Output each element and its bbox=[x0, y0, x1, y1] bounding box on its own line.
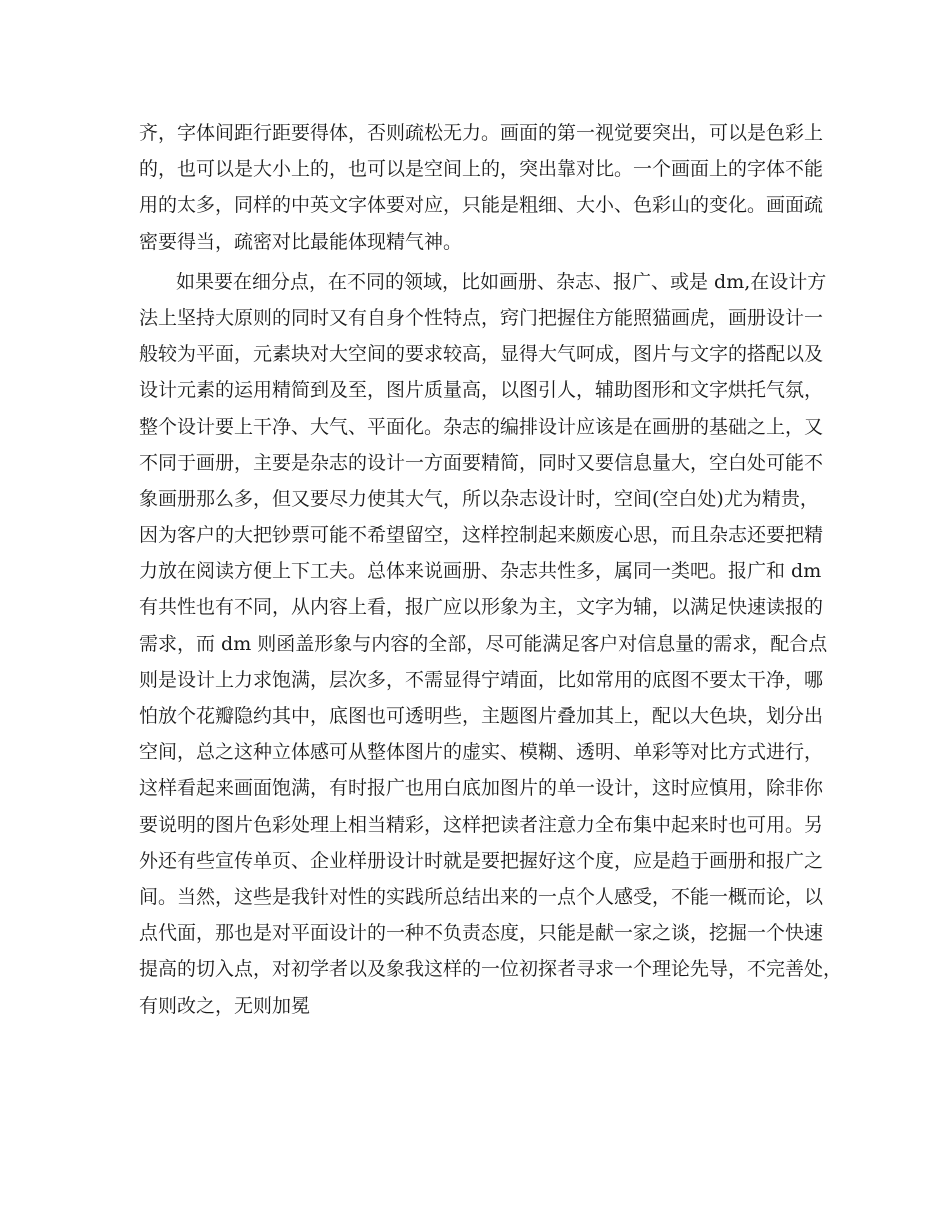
text-line: 象画册那么多，但又要尽力使其大气，所以杂志设计时，空间(空白处)尤为精贵， bbox=[139, 487, 819, 510]
text-line: 般较为平面，元素块对大空间的要求较高，显得大气呵成，图片与文字的搭配以及 bbox=[139, 343, 824, 366]
text-line: 提高的切入点，对初学者以及象我这样的一位初探者寻求一个理论先导，不完善处， bbox=[139, 958, 843, 981]
text-line: 法上坚持大原则的同时又有自身个性特点，窍门把握住方能照猫画虎，画册设计一 bbox=[139, 306, 824, 329]
paragraph-1 bbox=[139, 115, 824, 260]
text-line: 力放在阅读方便上下工夫。总体来说画册、杂志共性多，属同一类吧。报广和 dm bbox=[139, 560, 822, 583]
text-line: 不同于画册，主要是杂志的设计一方面要精简，同时又要信息量大，空白处可能不 bbox=[139, 451, 824, 474]
text-line: 需求，而 dm 则函盖形象与内容的全部，尽可能满足客户对信息量的需求，配合点 bbox=[139, 632, 828, 655]
text-line: 要说明的图片色彩处理上相当精彩，这样把读者注意力全布集中起来时也可用。另 bbox=[139, 813, 824, 836]
paragraph-2 bbox=[139, 264, 843, 1024]
text-line: 则是设计上力求饱满，层次多，不需显得宁靖面，比如常用的底图不要太干净，哪 bbox=[139, 668, 824, 691]
text-line: 用的太多，同样的中英文字体要对应，只能是粗细、大小、色彩山的变化。画面疏 bbox=[139, 194, 824, 217]
text-line: 有则改之，无则加冕 bbox=[139, 994, 311, 1017]
text-line: 空间，总之这种立体感可从整体图片的虚实、模糊、透明、单彩等对比方式进行， bbox=[139, 741, 824, 764]
text-line: 因为客户的大把钞票可能不希望留空，这样控制起来颇废心思，而且杂志还要把精 bbox=[139, 524, 824, 547]
text-line: 齐，字体间距行距要得体，否则疏松无力。画面的第一视觉要突出，可以是色彩上 bbox=[139, 122, 824, 144]
text-line: 有共性也有不同，从内容上看，报广应以形象为主，文字为辅，以满足快速读报的 bbox=[139, 596, 824, 619]
text-line: 点代面，那也是对平面设计的一种不负责态度，只能是献一家之谈，挖掘一个快速 bbox=[139, 922, 824, 945]
text-line: 密要得当，疏密对比最能体现精气神。 bbox=[139, 230, 463, 253]
text-line: 的，也可以是大小上的，也可以是空间上的，突出靠对比。一个画面上的字体不能 bbox=[139, 158, 824, 181]
text-line: 如果要在细分点，在不同的领域，比如画册、杂志、报广、或是 dm,在设计方 bbox=[176, 270, 827, 293]
text-line: 间。当然，这些是我针对性的实践所总结出来的一点个人感受，不能一概而论，以 bbox=[139, 885, 824, 908]
text-line: 外还有些宣传单页、企业样册设计时就是要把握好这个度，应是趋于画册和报广之 bbox=[139, 849, 824, 872]
text-line: 设计元素的运用精简到及至，图片质量高，以图引人，辅助图形和文字烘托气氛， bbox=[139, 379, 824, 402]
text-line: 整个设计要上干净、大气、平面化。杂志的编排设计应该是在画册的基础之上，又 bbox=[139, 415, 824, 438]
text-line: 这样看起来画面饱满，有时报广也用白底加图片的单一设计，这时应慎用，除非你 bbox=[139, 777, 824, 800]
text-line: 怕放个花瓣隐约其中，底图也可透明些，主题图片叠加其上，配以大色块，划分出 bbox=[139, 705, 824, 727]
document-body bbox=[139, 115, 843, 1024]
